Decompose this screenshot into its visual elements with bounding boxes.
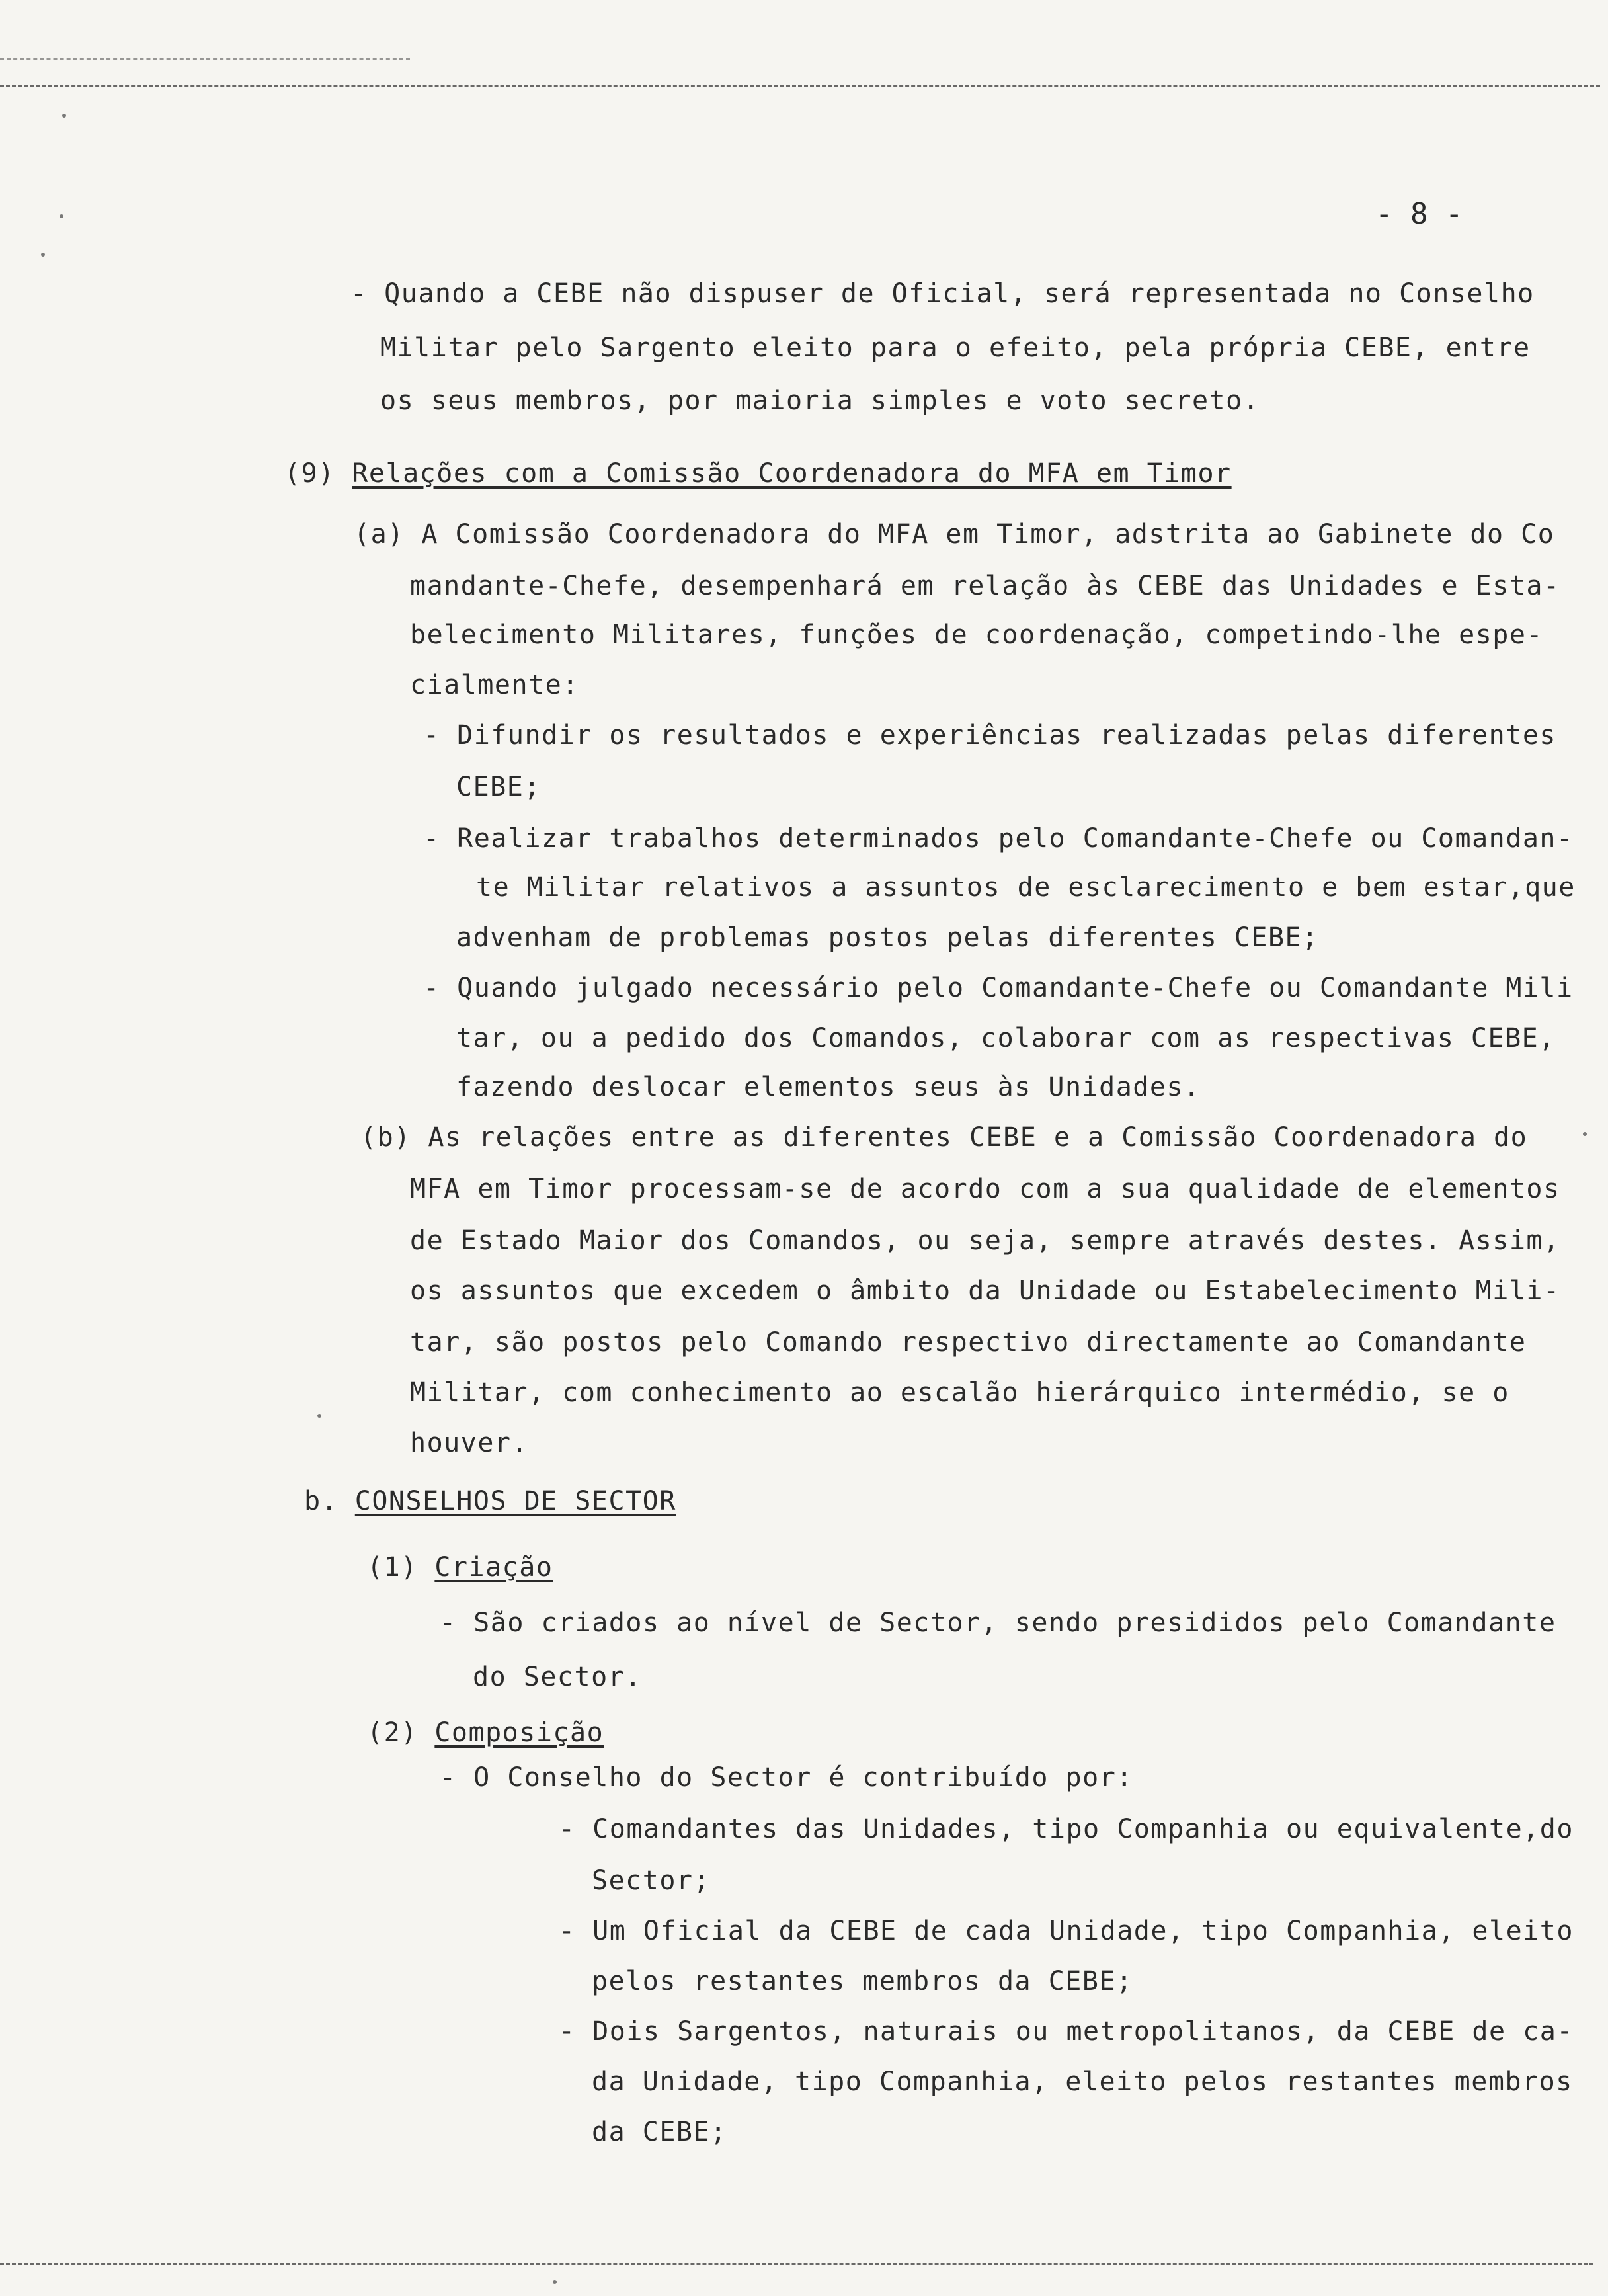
subsection-number: (2)	[367, 1717, 418, 1748]
scan-speck	[317, 1414, 321, 1418]
text-line: fazendo deslocar elementos seus às Unidades.	[456, 1072, 1201, 1102]
text-line: - Dois Sargentos, naturais ou metropolitanos, da CEBE de ca-	[559, 2016, 1574, 2047]
text-line: - Um Oficial da CEBE de cada Unidade, tipo Companhia, eleito	[559, 1916, 1574, 1946]
text-line: (a) A Comissão Coordenadora do MFA em Timor, adstrita ao Gabinete do Co	[354, 519, 1555, 550]
section-title: CONSELHOS DE SECTOR	[354, 1486, 676, 1516]
text-line: Militar, com conhecimento ao escalão hierárquico intermédio, se o	[410, 1377, 1509, 1408]
text-line: os assuntos que excedem o âmbito da Unidade ou Estabelecimento Mili-	[410, 1276, 1560, 1306]
text-line: - Quando a CEBE não dispuser de Oficial, será representada no Conselho	[350, 278, 1535, 309]
section-heading	[284, 458, 1232, 489]
text-line: tar, são postos pelo Comando respectivo directamente ao Comandante	[410, 1327, 1527, 1358]
subsection-title: Criação	[434, 1552, 553, 1582]
text-line: Militar pelo Sargento eleito para o efeito, pela própria CEBE, entre	[380, 333, 1531, 363]
text-line: advenham de problemas postos pelas diferentes CEBE;	[456, 922, 1319, 953]
text-line: (b) As relações entre as diferentes CEBE e a Comissão Coordenadora do	[360, 1122, 1528, 1153]
top-scan-line-short	[0, 58, 410, 60]
text-line: te Militar relativos a assuntos de esclarecimento e bem estar,que	[476, 872, 1576, 903]
text-line: Sector;	[592, 1866, 711, 1896]
scan-speck	[41, 253, 45, 257]
scan-speck	[1583, 1132, 1587, 1136]
text-line: - Realizar trabalhos determinados pelo Comandante-Chefe ou Comandan-	[423, 823, 1574, 854]
subsection-heading	[367, 1717, 604, 1748]
scan-speck	[62, 114, 66, 118]
text-line: belecimento Militares, funções de coordenação, competindo-lhe espe-	[410, 620, 1543, 650]
text-line: houver.	[410, 1428, 529, 1458]
subsection-number: (1)	[367, 1552, 418, 1582]
text-line: - Comandantes das Unidades, tipo Companhia ou equivalente,do	[559, 1814, 1574, 1844]
section-heading	[304, 1485, 676, 1517]
text-line: - Quando julgado necessário pelo Comandante-Chefe ou Comandante Mili	[423, 973, 1574, 1003]
subsection-title: Composição	[434, 1717, 604, 1748]
scan-speck	[60, 214, 63, 218]
text-line: do Sector.	[473, 1662, 642, 1692]
text-line: da CEBE;	[592, 2117, 727, 2147]
text-line: mandante-Chefe, desempenhará em relação às CEBE das Unidades e Esta-	[410, 571, 1560, 601]
scan-speck	[553, 2280, 557, 2284]
section-number: (9)	[284, 458, 335, 489]
subsection-heading	[367, 1551, 553, 1583]
text-line: CEBE;	[456, 772, 541, 802]
text-line: tar, ou a pedido dos Comandos, colaborar com as respectivas CEBE,	[456, 1023, 1556, 1053]
top-scan-line	[0, 85, 1600, 87]
page-number: - 8 -	[1375, 197, 1463, 231]
text-line: - São criados ao nível de Sector, sendo presididos pelo Comandante	[440, 1608, 1556, 1638]
text-line: da Unidade, tipo Companhia, eleito pelos restantes membros	[592, 2067, 1573, 2097]
section-letter: b.	[304, 1486, 339, 1516]
text-line: de Estado Maior dos Comandos, ou seja, sempre através destes. Assim,	[410, 1225, 1560, 1256]
text-line: cialmente:	[410, 670, 579, 700]
bottom-scan-line	[0, 2263, 1593, 2265]
text-line: - Difundir os resultados e experiências realizadas pelas diferentes	[423, 720, 1556, 751]
text-line: - O Conselho do Sector é contribuído por:	[440, 1762, 1133, 1793]
text-line: pelos restantes membros da CEBE;	[592, 1966, 1133, 1996]
section-title: Relações com a Comissão Coordenadora do MFA em Timor	[352, 458, 1232, 489]
text-line: MFA em Timor processam-se de acordo com a sua qualidade de elementos	[410, 1174, 1560, 1204]
text-line: os seus membros, por maioria simples e voto secreto.	[380, 386, 1260, 416]
